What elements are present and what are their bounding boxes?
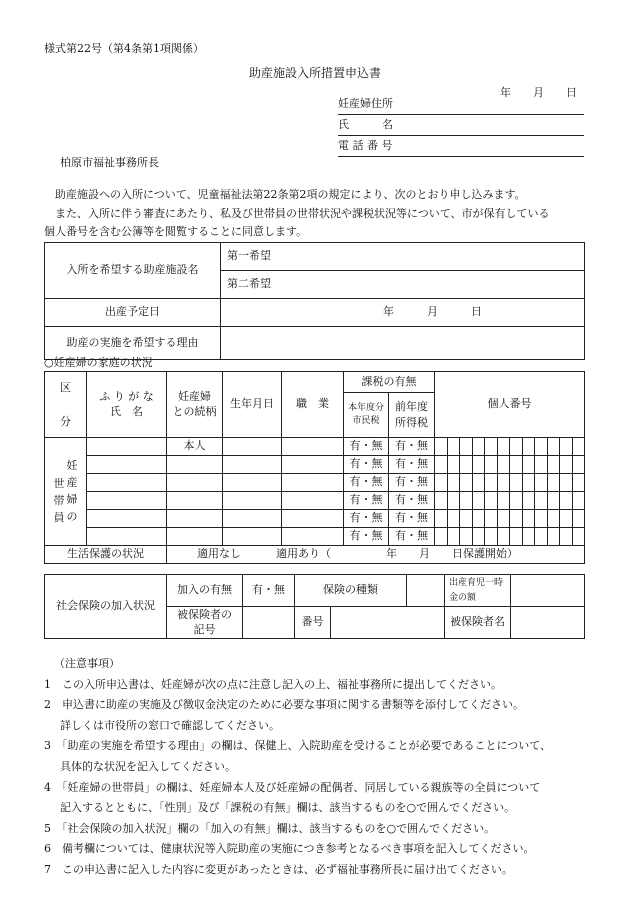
insured-number-field[interactable] bbox=[331, 607, 445, 639]
my-number-digit[interactable] bbox=[572, 438, 585, 456]
statement-paragraph: 個人番号を含む公簿等を閲覧することに同意します。 bbox=[44, 225, 308, 238]
form-number: 様式第22号（第4条第1項関係） bbox=[44, 42, 204, 55]
applicant-info bbox=[338, 94, 584, 157]
my-number-digit[interactable] bbox=[547, 510, 560, 528]
occupation-cell[interactable] bbox=[282, 510, 344, 528]
municipal-tax-cell[interactable]: 有・無 bbox=[344, 528, 389, 546]
household-section-title: ○妊産婦の家庭の状況 bbox=[44, 356, 153, 369]
my-number-digit[interactable] bbox=[535, 528, 548, 546]
first-choice-field[interactable] bbox=[221, 243, 585, 271]
my-number-digit[interactable] bbox=[485, 474, 498, 492]
income-tax-cell[interactable]: 有・無 bbox=[389, 456, 435, 474]
my-number-digit[interactable] bbox=[510, 456, 523, 474]
my-number-digit[interactable] bbox=[485, 510, 498, 528]
my-number-digit[interactable] bbox=[547, 528, 560, 546]
category-header: 区 分 bbox=[45, 372, 87, 438]
my-number-digit[interactable] bbox=[522, 492, 535, 510]
municipal-tax-header: 本年度分 市民税 bbox=[344, 393, 389, 438]
my-number-digit[interactable] bbox=[572, 456, 585, 474]
my-number-digit[interactable] bbox=[510, 528, 523, 546]
my-number-digit[interactable] bbox=[560, 474, 573, 492]
enrollment-label: 加入の有無 bbox=[167, 575, 243, 607]
my-number-header: 個人番号 bbox=[435, 372, 585, 438]
my-number-digit[interactable] bbox=[472, 456, 485, 474]
my-number-digit[interactable] bbox=[535, 474, 548, 492]
my-number-digit[interactable] bbox=[560, 456, 573, 474]
insurance-label: 社会保険の加入状況 bbox=[45, 575, 167, 639]
my-number-digit[interactable] bbox=[535, 456, 548, 474]
my-number-digit[interactable] bbox=[560, 528, 573, 546]
income-tax-cell[interactable]: 有・無 bbox=[389, 510, 435, 528]
facility-table bbox=[44, 242, 585, 360]
birthdate-cell[interactable] bbox=[223, 474, 282, 492]
my-number-digit[interactable] bbox=[447, 474, 460, 492]
insured-name-field[interactable] bbox=[511, 607, 585, 639]
my-number-digit[interactable] bbox=[497, 510, 510, 528]
my-number-digit[interactable] bbox=[435, 438, 448, 456]
name-cell[interactable] bbox=[87, 456, 167, 474]
my-number-digit[interactable] bbox=[472, 474, 485, 492]
municipal-tax-cell[interactable]: 有・無 bbox=[344, 438, 389, 456]
my-number-digit[interactable] bbox=[447, 510, 460, 528]
my-number-digit[interactable] bbox=[460, 456, 473, 474]
birthdate-cell[interactable] bbox=[223, 438, 282, 456]
reason-field[interactable] bbox=[221, 327, 585, 360]
welfare-label: 生活保護の状況 bbox=[45, 546, 167, 564]
second-choice-field[interactable] bbox=[221, 271, 585, 299]
relation-cell[interactable] bbox=[167, 456, 223, 474]
my-number-digit[interactable] bbox=[547, 438, 560, 456]
my-number-digit[interactable] bbox=[460, 528, 473, 546]
municipal-tax-cell[interactable]: 有・無 bbox=[344, 492, 389, 510]
lump-sum-field[interactable] bbox=[511, 575, 585, 607]
relation-cell[interactable] bbox=[167, 510, 223, 528]
relation-cell[interactable] bbox=[167, 492, 223, 510]
document-title: 助産施設入所措置申込書 bbox=[248, 66, 381, 80]
my-number-digit[interactable] bbox=[522, 510, 535, 528]
household-table bbox=[44, 371, 585, 564]
my-number-digit[interactable] bbox=[560, 492, 573, 510]
name-cell[interactable] bbox=[87, 528, 167, 546]
furigana-name-header: ふ り が な 氏 名 bbox=[87, 372, 167, 438]
note-item: 詳しくは市役所の窓口で確認してください。 bbox=[60, 718, 280, 732]
household-member-side-label: 世 帯 員 妊 産 婦 の bbox=[45, 438, 87, 546]
my-number-digit[interactable] bbox=[572, 528, 585, 546]
first-choice-label: 第一希望 bbox=[227, 249, 271, 263]
table-row bbox=[45, 528, 585, 546]
due-date-label: 出産予定日 bbox=[45, 299, 221, 327]
municipal-tax-cell[interactable]: 有・無 bbox=[344, 510, 389, 528]
table-row bbox=[45, 474, 585, 492]
note-item: 5 「社会保険の加入状況」欄の「加入の有無」欄は、該当するものを○で囲んでください。 bbox=[44, 821, 496, 835]
insurance-type-field[interactable] bbox=[407, 575, 445, 607]
my-number-digit[interactable] bbox=[497, 528, 510, 546]
table-row bbox=[45, 510, 585, 528]
welfare-applied-option[interactable]: 適用あり（ 年 月 日保護開始） bbox=[276, 547, 518, 561]
table-row bbox=[45, 438, 585, 456]
application-statement bbox=[44, 186, 589, 242]
my-number-digit[interactable] bbox=[435, 528, 448, 546]
my-number-digit[interactable] bbox=[510, 492, 523, 510]
occupation-cell[interactable] bbox=[282, 492, 344, 510]
birthdate-cell[interactable] bbox=[223, 492, 282, 510]
birthdate-cell[interactable] bbox=[223, 528, 282, 546]
my-number-digit[interactable] bbox=[472, 438, 485, 456]
income-tax-cell[interactable]: 有・無 bbox=[389, 474, 435, 492]
tax-status-header: 課税の有無 bbox=[344, 372, 435, 393]
my-number-digit[interactable] bbox=[460, 474, 473, 492]
note-item: 2 申込書に助産の実施及び徴収金決定のために必要な事項に関する書類等を添付してください。 bbox=[44, 698, 524, 712]
my-number-digit[interactable] bbox=[447, 438, 460, 456]
occupation-cell[interactable] bbox=[282, 528, 344, 546]
relation-cell[interactable] bbox=[167, 474, 223, 492]
birthdate-cell[interactable] bbox=[223, 510, 282, 528]
desired-facility-label: 入所を希望する助産施設名 bbox=[45, 243, 221, 299]
my-number-digit[interactable] bbox=[510, 510, 523, 528]
my-number-digit[interactable] bbox=[485, 492, 498, 510]
my-number-digit[interactable] bbox=[522, 528, 535, 546]
my-number-digit[interactable] bbox=[485, 528, 498, 546]
my-number-digit[interactable] bbox=[510, 474, 523, 492]
relation-cell[interactable] bbox=[167, 528, 223, 546]
my-number-digit[interactable] bbox=[497, 492, 510, 510]
my-number-digit[interactable] bbox=[497, 474, 510, 492]
my-number-digit[interactable] bbox=[560, 438, 573, 456]
my-number-digit[interactable] bbox=[447, 456, 460, 474]
due-date-field[interactable] bbox=[221, 299, 585, 327]
applicant-address-field[interactable] bbox=[338, 94, 584, 115]
my-number-digit[interactable] bbox=[460, 510, 473, 528]
my-number-digit[interactable] bbox=[497, 438, 510, 456]
birthdate-header: 生年月日 bbox=[223, 372, 282, 438]
my-number-digit[interactable] bbox=[560, 510, 573, 528]
statement-paragraph: また、入所に伴う審査にあたり、私及び世帯員の世帯状況や課税状況等について、市が保有している bbox=[44, 206, 550, 220]
my-number-digit[interactable] bbox=[447, 528, 460, 546]
my-number-digit[interactable] bbox=[472, 492, 485, 510]
second-choice-label: 第二希望 bbox=[227, 277, 271, 291]
note-item: 1 この入所申込書は、妊産婦が次の点に注意し記入の上、福祉事務所に提出してください。 bbox=[44, 677, 502, 691]
occupation-cell[interactable] bbox=[282, 456, 344, 474]
my-number-digit[interactable] bbox=[522, 438, 535, 456]
insured-name-label: 被保険者名 bbox=[445, 607, 511, 639]
my-number-digit[interactable] bbox=[435, 456, 448, 474]
my-number-digit[interactable] bbox=[460, 492, 473, 510]
my-number-digit[interactable] bbox=[485, 438, 498, 456]
birthdate-cell[interactable] bbox=[223, 456, 282, 474]
occupation-cell[interactable] bbox=[282, 474, 344, 492]
name-cell[interactable] bbox=[87, 492, 167, 510]
applicant-phone-label: 電 話 番 号 bbox=[338, 139, 393, 152]
my-number-digit[interactable] bbox=[435, 474, 448, 492]
insurance-table bbox=[44, 574, 585, 639]
name-cell[interactable] bbox=[87, 438, 167, 456]
my-number-digit[interactable] bbox=[547, 492, 560, 510]
my-number-digit[interactable] bbox=[522, 456, 535, 474]
income-tax-header: 前年度 所得税 bbox=[389, 393, 435, 438]
my-number-digit[interactable] bbox=[472, 510, 485, 528]
my-number-digit[interactable] bbox=[460, 438, 473, 456]
my-number-digit[interactable] bbox=[485, 456, 498, 474]
municipal-tax-cell[interactable]: 有・無 bbox=[344, 456, 389, 474]
my-number-digit[interactable] bbox=[435, 492, 448, 510]
my-number-digit[interactable] bbox=[510, 438, 523, 456]
my-number-digit[interactable] bbox=[535, 438, 548, 456]
note-item: 6 備考欄については、健康状況等入院助産の実施につき参考となるべき事項を記入してください。 bbox=[44, 842, 535, 856]
note-item: 記入するとともに、「性別」及び「課税の有無」欄は、該当するものを○で囲んでください。 bbox=[60, 801, 516, 815]
note-item: 4 「妊産婦の世帯員」の欄は、妊産婦本人及び妊産婦の配偶者、同居している親族等の全員について bbox=[44, 780, 541, 794]
applicant-phone-field[interactable] bbox=[338, 136, 584, 157]
occupation-header: 職 業 bbox=[282, 372, 344, 438]
my-number-digit[interactable] bbox=[535, 510, 548, 528]
notes-heading: （注意事項） bbox=[54, 657, 120, 670]
my-number-digit[interactable] bbox=[547, 474, 560, 492]
insured-number-label: 番号 bbox=[295, 607, 331, 639]
insured-symbol-field[interactable] bbox=[243, 607, 295, 639]
reason-label: 助産の実施を希望する理由 bbox=[45, 327, 221, 360]
name-cell[interactable] bbox=[87, 474, 167, 492]
addressee: 柏原市福祉事務所長 bbox=[60, 156, 159, 169]
relation-header: 妊産婦 との続柄 bbox=[167, 372, 223, 438]
table-row bbox=[45, 456, 585, 474]
application-date: 年 月 日 bbox=[500, 86, 577, 99]
my-number-digit[interactable] bbox=[547, 456, 560, 474]
welfare-status-field[interactable] bbox=[167, 546, 585, 564]
income-tax-cell[interactable]: 有・無 bbox=[389, 492, 435, 510]
my-number-digit[interactable] bbox=[447, 492, 460, 510]
my-number-digit[interactable] bbox=[535, 492, 548, 510]
occupation-cell[interactable] bbox=[282, 438, 344, 456]
insurance-type-label: 保険の種類 bbox=[295, 575, 407, 607]
income-tax-cell[interactable]: 有・無 bbox=[389, 438, 435, 456]
applicant-name-label: 氏 名 bbox=[338, 118, 393, 131]
table-row bbox=[45, 492, 585, 510]
note-item: 7 この申込書に記入した内容に変更があったときは、必ず福祉事務所長に届け出てください。 bbox=[44, 862, 513, 876]
name-cell[interactable] bbox=[87, 510, 167, 528]
note-item: 3 「助産の実施を希望する理由」の欄は、保健上、入院助産を受けることが必要であることについて、 bbox=[44, 739, 552, 753]
insured-symbol-label: 被保険者の 記号 bbox=[167, 607, 243, 639]
my-number-digit[interactable] bbox=[572, 492, 585, 510]
statement-paragraph: 助産施設への入所について、児童福祉法第22条第2項の規定により、次のとおり申し込みます。 bbox=[44, 188, 526, 201]
enrollment-value[interactable]: 有・無 bbox=[243, 575, 295, 607]
my-number-digit[interactable] bbox=[522, 474, 535, 492]
applicant-name-field[interactable] bbox=[338, 115, 584, 136]
my-number-digit[interactable] bbox=[572, 474, 585, 492]
welfare-not-applied-option[interactable]: 適用なし bbox=[197, 547, 241, 561]
my-number-digit[interactable] bbox=[435, 510, 448, 528]
my-number-digit[interactable] bbox=[572, 510, 585, 528]
notes-section bbox=[44, 654, 604, 881]
due-date-placeholder: 年 月 日 bbox=[383, 305, 482, 319]
lump-sum-label: 出産育児一時 金の額 bbox=[445, 575, 511, 607]
my-number-digit[interactable] bbox=[472, 528, 485, 546]
note-item: 具体的な状況を記入してください。 bbox=[60, 759, 236, 773]
municipal-tax-cell[interactable]: 有・無 bbox=[344, 474, 389, 492]
my-number-digit[interactable] bbox=[497, 456, 510, 474]
income-tax-cell[interactable]: 有・無 bbox=[389, 528, 435, 546]
applicant-address-label: 妊産婦住所 bbox=[338, 97, 393, 110]
relation-cell: 本人 bbox=[167, 438, 223, 456]
